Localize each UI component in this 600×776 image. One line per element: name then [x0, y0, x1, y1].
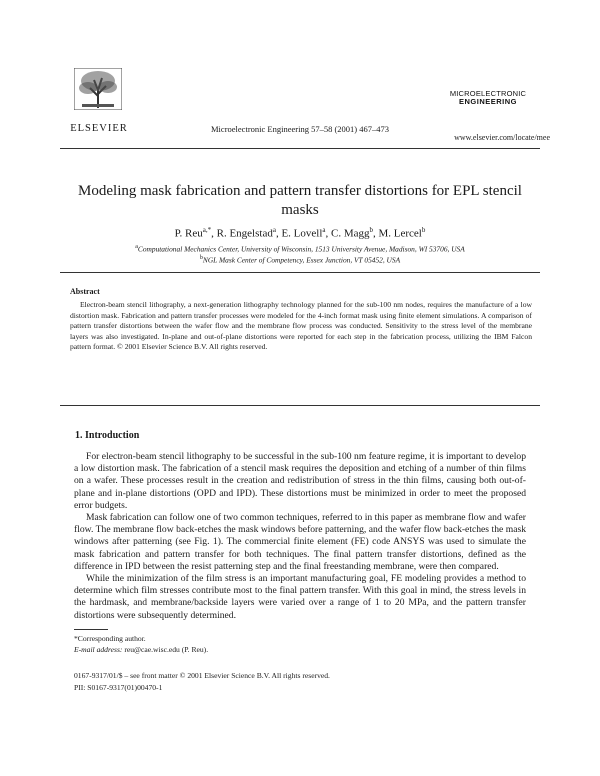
paragraph: While the minimization of the film stress is an important manufacturing goal, FE modeling provides a method to determine which film stresses contribute most to the final pattern transfer. With this goal in mind, the stress levels in the hardmask, and membrane/backside layers were varied over a range of 1 to 20 MPa, and the pattern transfer distortions were subsequently determined. — [74, 573, 526, 621]
author-sup: a — [322, 226, 326, 234]
publisher-name: ELSEVIER — [70, 123, 128, 134]
section-heading: 1. Introduction — [75, 430, 140, 441]
paragraph: For electron-beam stencil lithography to be successful in the sub-100 nm feature regime, it is important to develop a low distortion mask. The fabrication of a stencil mask requires the deposition and etching of a number of thin films on a wafer. These processes result in the creation and redistribution of stress in the thin films, causing both out-of-plane and in-plane distortions (OPD and IPD). These distortions must be minimized in order to meet the proposed error budgets. — [74, 451, 526, 511]
footnote-rule — [74, 629, 108, 630]
paragraph: Mask fabrication can follow one of two common techniques, referred to in this paper as membrane flow and wafer flow. The membrane flow back-etches the mask windows before patterning, and the wafer flow back-etches the mask windows after patterning (see Fig. 1). The commercial finite element (FE) code ANSYS was used to simulate the mask fabrication and pattern transfer for both techniques. The final pattern transfer distortions, defined as the difference in IPD between the resist patterning step and the final freestanding membrane, were then compared. — [74, 512, 526, 572]
author-name: C. Magg — [330, 227, 370, 240]
journal-logo-line2: ENGINEERING — [458, 96, 517, 106]
affiliation-text: Computational Mechanics Center, University of Wisconsin, 1513 University Avenue, Madison, WI 53706, USA — [137, 244, 465, 254]
author-list: P. Reu$^{a,*}$, R. Engelstad$^a$, E. Lovell$^a$, C. Magg$^b$, M. Lercel$^b$ — [174, 226, 426, 240]
copyright-line: 0167-9317/01/$ – see front matter © 2001 Elsevier Science B.V. All rights reserved. — [74, 671, 330, 680]
author-name: M. Lercel — [378, 227, 422, 240]
author-sup: a — [272, 226, 276, 234]
journal-citation: Microelectronic Engineering 57–58 (2001) 467–473 — [211, 124, 389, 134]
email-label: E-mail address: — [74, 645, 123, 654]
author-name: R. Engelstad — [216, 227, 273, 240]
author-name: E. Lovell — [281, 227, 323, 240]
author-sup: b — [421, 226, 426, 234]
affiliation-sup: b — [199, 255, 203, 261]
corresponding-author-note: *Corresponding author. — [74, 634, 146, 643]
author-sup: a,* — [202, 226, 212, 234]
elsevier-tree-icon — [74, 68, 122, 110]
author-name: P. Reu — [174, 227, 203, 240]
author-sup: b — [369, 226, 373, 234]
affiliation-text: NGL Mask Center of Competency, Essex Junction, VT 05452, USA — [202, 255, 401, 265]
publisher-logo — [60, 68, 136, 118]
abstract-top-rule — [60, 272, 540, 273]
introduction-body — [74, 451, 526, 622]
email-value[interactable]: reu@cae.wisc.edu (P. Reu). — [124, 645, 209, 654]
journal-logo — [438, 90, 538, 105]
abstract-heading: Abstract — [70, 287, 100, 296]
abstract-bottom-rule — [60, 405, 540, 406]
article-title: Modeling mask fabrication and pattern transfer distortions for EPL stencil masks — [78, 183, 522, 218]
journal-website-link[interactable]: www.elsevier.com/locate/mee — [454, 133, 550, 142]
affiliation — [60, 255, 540, 264]
journal-logo-line1: MICROELECTRONIC — [449, 89, 527, 98]
email-footnote — [74, 645, 208, 654]
affiliation-sup: a — [135, 244, 138, 250]
pii-line: PII: S0167-9317(01)00470-1 — [74, 683, 163, 692]
header-rule — [60, 148, 540, 149]
abstract-text: Electron-beam stencil lithography, a next-generation lithography technology planned for the sub-100 nm nodes, requires the manufacture of a low distortion mask. Fabrication and pattern transfer processes were modeled for the 4-inch format mask using finite element simulations. A comparison of pattern transfer distortions between the wafer flow and the membrane flow process was conducted. Sensitivity to the stress level of the membrane layers was also investigated. In-plane and out-of-plane distortions were reported for each step in the fabrication process, utilizing the IBM Falcon pattern format. © 2001 Elsevier Science B.V. All rights reserved. — [70, 300, 532, 352]
affiliation — [60, 244, 540, 253]
